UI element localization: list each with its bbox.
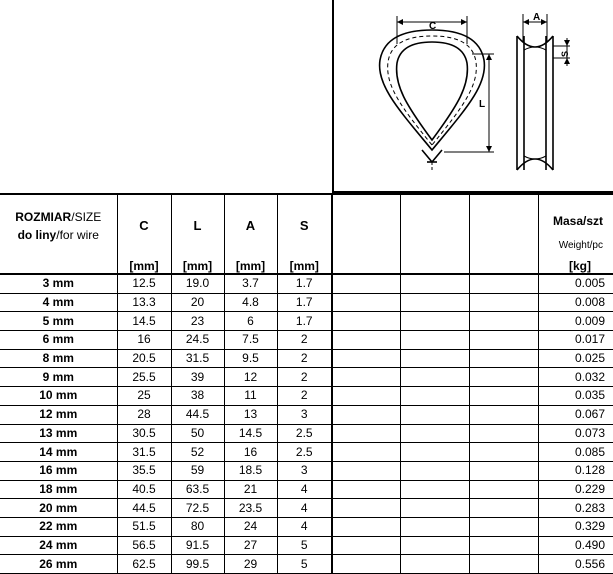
empty-cell-2 [400,405,469,424]
empty-cell-1 [332,461,400,480]
empty-cell-2 [400,349,469,368]
empty-cell-2 [400,331,469,350]
s-cell: 1.7 [277,293,332,312]
empty-cell-3 [469,349,538,368]
s-cell: 2.5 [277,443,332,462]
weight-cell: 0.067 [538,405,613,424]
s-cell: 1.7 [277,274,332,293]
c-cell: 13.3 [117,293,171,312]
thimble-drawing-cell [332,0,613,193]
s-cell: 2.5 [277,424,332,443]
empty-cell-2 [400,461,469,480]
empty-cell-2 [400,387,469,406]
l-cell: 23 [171,312,224,331]
table-row [0,387,613,406]
a-cell: 7.5 [224,331,277,350]
empty-cell-1 [332,424,400,443]
l-cell: 44.5 [171,405,224,424]
empty-cell-3 [469,424,538,443]
empty-cell-3 [469,274,538,293]
empty-cell-3 [469,555,538,574]
wire-header-bold: do liny [17,227,57,242]
a-cell: 11 [224,387,277,406]
unit-a: [mm] [224,256,277,274]
size-cell: 18 mm [0,480,117,499]
a-cell: 24 [224,517,277,536]
label-l: L [479,99,486,110]
thimble-size-table [0,193,613,574]
table-row [0,499,613,518]
l-cell: 20 [171,293,224,312]
empty-unit-3 [469,256,538,274]
size-cell: 8 mm [0,349,117,368]
empty-cell-1 [332,555,400,574]
weight-cell: 0.008 [538,293,613,312]
a-cell: 12 [224,368,277,387]
empty-cell-2 [400,443,469,462]
s-cell: 4 [277,517,332,536]
weight-cell: 0.085 [538,443,613,462]
size-header-bold: ROZMIAR [15,209,72,224]
size-cell: 14 mm [0,443,117,462]
empty-unit-size [0,256,117,274]
empty-cell-2 [400,555,469,574]
c-cell: 12.5 [117,274,171,293]
empty-cell-1 [332,499,400,518]
table-row [0,461,613,480]
s-cell: 3 [277,405,332,424]
size-cell: 16 mm [0,461,117,480]
size-header [0,194,117,256]
empty-cell-3 [469,312,538,331]
unit-kg: [kg] [538,256,613,274]
l-cell: 59 [171,461,224,480]
unit-c: [mm] [117,256,171,274]
empty-cell-1 [332,405,400,424]
table-body [0,274,613,574]
c-cell: 14.5 [117,312,171,331]
empty-cell-3 [469,405,538,424]
empty-header-2 [400,194,469,256]
s-cell: 2 [277,387,332,406]
c-cell: 25 [117,387,171,406]
blank-header-area [0,0,332,193]
label-s: S [560,50,570,57]
a-cell: 27 [224,536,277,555]
l-cell: 80 [171,517,224,536]
c-cell: 62.5 [117,555,171,574]
weight-cell: 0.329 [538,517,613,536]
weight-cell: 0.032 [538,368,613,387]
a-cell: 29 [224,555,277,574]
c-cell: 25.5 [117,368,171,387]
a-cell: 6 [224,312,277,331]
col-header-l: L [171,194,224,256]
l-cell: 24.5 [171,331,224,350]
c-cell: 16 [117,331,171,350]
size-cell: 24 mm [0,536,117,555]
c-cell: 56.5 [117,536,171,555]
a-cell: 13 [224,405,277,424]
size-cell: 20 mm [0,499,117,518]
s-cell: 5 [277,536,332,555]
c-cell: 30.5 [117,424,171,443]
size-header-en: /SIZE [71,209,102,224]
empty-cell-1 [332,517,400,536]
weight-cell: 0.073 [538,424,613,443]
l-cell: 63.5 [171,480,224,499]
l-cell: 52 [171,443,224,462]
l-cell: 38 [171,387,224,406]
table-row [0,368,613,387]
c-cell: 44.5 [117,499,171,518]
table-row [0,424,613,443]
mass-header-title: Masa/szt [552,214,603,228]
empty-unit-2 [400,256,469,274]
weight-cell: 0.009 [538,312,613,331]
s-cell: 2 [277,349,332,368]
weight-cell: 0.283 [538,499,613,518]
empty-cell-2 [400,312,469,331]
empty-cell-3 [469,387,538,406]
empty-cell-1 [332,312,400,331]
a-cell: 4.8 [224,293,277,312]
empty-cell-1 [332,331,400,350]
empty-cell-3 [469,368,538,387]
empty-cell-2 [400,517,469,536]
weight-cell: 0.490 [538,536,613,555]
wire-header-en: /for wire [56,227,99,242]
empty-cell-2 [400,274,469,293]
s-cell: 1.7 [277,312,332,331]
size-cell: 3 mm [0,274,117,293]
empty-cell-2 [400,536,469,555]
table-row [0,405,613,424]
c-cell: 35.5 [117,461,171,480]
table-row [0,312,613,331]
s-cell: 2 [277,331,332,350]
c-cell: 40.5 [117,480,171,499]
a-cell: 3.7 [224,274,277,293]
empty-cell-3 [469,536,538,555]
empty-cell-2 [400,480,469,499]
empty-cell-3 [469,331,538,350]
empty-cell-2 [400,499,469,518]
table-row [0,480,613,499]
size-cell: 4 mm [0,293,117,312]
empty-cell-1 [332,480,400,499]
empty-cell-2 [400,368,469,387]
empty-cell-1 [332,274,400,293]
empty-cell-2 [400,424,469,443]
a-cell: 9.5 [224,349,277,368]
c-cell: 20.5 [117,349,171,368]
empty-cell-3 [469,517,538,536]
col-header-a: A [224,194,277,256]
c-cell: 31.5 [117,443,171,462]
c-cell: 28 [117,405,171,424]
a-cell: 14.5 [224,424,277,443]
empty-cell-1 [332,536,400,555]
size-cell: 10 mm [0,387,117,406]
size-cell: 12 mm [0,405,117,424]
col-header-c: C [117,194,171,256]
size-cell: 9 mm [0,368,117,387]
l-cell: 19.0 [171,274,224,293]
a-cell: 23.5 [224,499,277,518]
weight-cell: 0.025 [538,349,613,368]
table-row [0,536,613,555]
empty-header-1 [332,194,400,256]
empty-cell-1 [332,387,400,406]
l-cell: 39 [171,368,224,387]
size-cell: 26 mm [0,555,117,574]
unit-s: [mm] [277,256,332,274]
l-cell: 91.5 [171,536,224,555]
weight-cell: 0.017 [538,331,613,350]
s-cell: 5 [277,555,332,574]
empty-unit-1 [332,256,400,274]
table-row [0,349,613,368]
unit-l: [mm] [171,256,224,274]
s-cell: 2 [277,368,332,387]
thimble-technical-drawing [334,0,613,191]
table-row [0,274,613,293]
label-c: C [429,21,437,32]
weight-cell: 0.556 [538,555,613,574]
table-row [0,443,613,462]
empty-cell-1 [332,368,400,387]
empty-cell-3 [469,480,538,499]
weight-cell: 0.035 [538,387,613,406]
empty-header-3 [469,194,538,256]
empty-cell-1 [332,443,400,462]
l-cell: 99.5 [171,555,224,574]
a-cell: 18.5 [224,461,277,480]
a-cell: 16 [224,443,277,462]
weight-cell: 0.128 [538,461,613,480]
weight-cell: 0.229 [538,480,613,499]
empty-cell-3 [469,293,538,312]
empty-cell-3 [469,443,538,462]
s-cell: 4 [277,499,332,518]
label-a: A [533,12,541,23]
mass-header [538,194,613,256]
empty-cell-1 [332,293,400,312]
l-cell: 72.5 [171,499,224,518]
l-cell: 50 [171,424,224,443]
col-header-s: S [277,194,332,256]
l-cell: 31.5 [171,349,224,368]
empty-cell-2 [400,293,469,312]
size-cell: 22 mm [0,517,117,536]
c-cell: 51.5 [117,517,171,536]
s-cell: 3 [277,461,332,480]
table-row [0,517,613,536]
size-cell: 5 mm [0,312,117,331]
size-cell: 13 mm [0,424,117,443]
s-cell: 4 [277,480,332,499]
empty-cell-3 [469,499,538,518]
table-row [0,555,613,574]
empty-cell-1 [332,349,400,368]
a-cell: 21 [224,480,277,499]
empty-cell-3 [469,461,538,480]
mass-header-sub: Weight/pc [558,240,603,251]
size-cell: 6 mm [0,331,117,350]
weight-cell: 0.005 [538,274,613,293]
table-row [0,331,613,350]
table-row [0,293,613,312]
